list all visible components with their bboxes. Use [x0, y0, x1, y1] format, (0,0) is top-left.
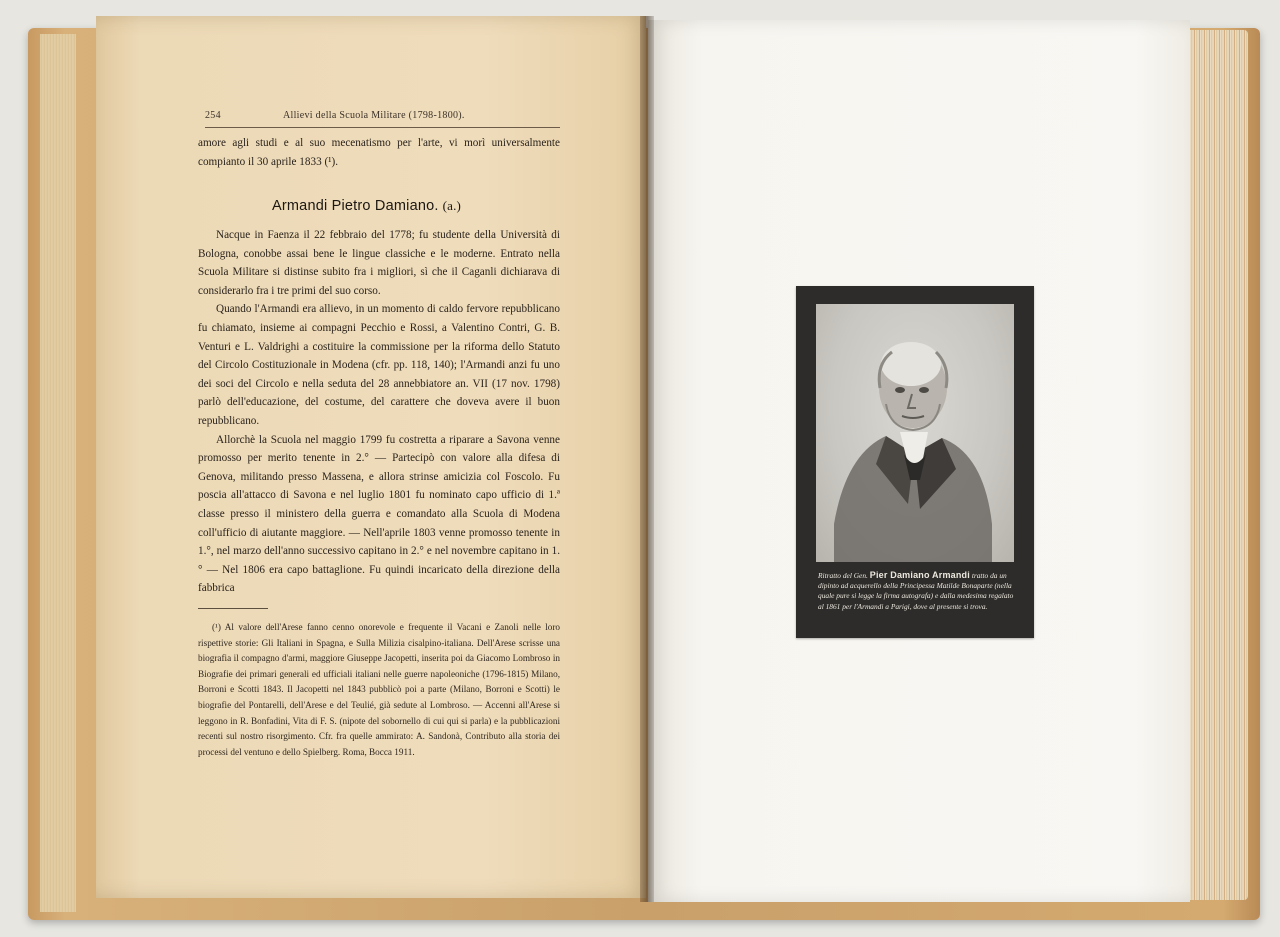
caption-rest: tratto da un dipinto ad acquerello della Principessa Matilde Bonaparte (nella quale pure si legge la firma autografa) e dalla medesima regalato al 1861 per l'Armandi a Parigi, dove al presente si trova. [818, 571, 1014, 611]
plate-caption [818, 570, 1016, 612]
paragraph-2: Quando l'Armandi era allievo, in un momento di caldo fervore repubblicano fu chiamato, insieme ai compagni Pecchio e Rossi, a Valentino Contri, G. B. Venturi e L. Valdrighi a costituire la commissione per la riforma dello Statuto del Circolo Costituzionale in Modena (cfr. pp. 118, 140); l'Armandi anzi fu uno dei soci del Circolo e nella seduta del 28 annebbiatore an. VII (17 nov. 1798) parlò dell'educazione, del costume, del carattere che doveva avere il buon repubblicano. [198, 303, 560, 427]
footnote-text: (¹) Al valore dell'Arese fanno cenno onorevole e frequente il Vacani e Zanoli nelle loro rispettive storie: Gli Italiani in Spagna, e Sulla Milizia cisalpino-italiana. Dell'Arese scrisse una biografia il compagno d'armi, maggiore Giuseppe Jacopetti, inserita poi da Giacomo Lombroso in Biografie dei primari generali ed ufficiali italiani nelle guerre napoleoniche (1796-1815) Milano, Borroni e Scotti 1843. Il Jacopetti nel 1843 pubblicò poi a parte (Milano, Borroni e Scotti) le biografie del Pontarelli, dell'Arese e del Teulié, già sedute al Lombroso. — Accenni all'Arese si leggono in R. Bonfadini, Vita di F. S. (nipote del sobornello di cui qui si parla) e la pubblicazioni recenti sul nostro risorgimento. Cfr. fra quelle ammirato: A. Sandonà, Contributo alla storia dei processi del ventuno e dello Spielberg. Roma, Bocca 1911. [198, 622, 560, 757]
intro-text [198, 134, 560, 171]
intro-paragraph: amore agli studi e al suo mecenatismo per l'arte, vi morì universalmente compianto il 30 aprile 1833 (¹). [198, 137, 560, 168]
portrait-plate [796, 286, 1034, 638]
page-number: 254 [205, 110, 221, 121]
right-page-edges [1190, 30, 1248, 900]
footnote [198, 620, 560, 760]
paragraph-1: Nacque in Faenza il 22 febbraio del 1778; fu studente della Università di Bologna, conobbe assai bene le lingue classiche e le moderne. Entrato nella Scuola Militare si distinse subito fra i migliori, sì che il Caganli dichiarava di considerarlo fra i tre primi del suo corso. [198, 229, 560, 297]
paragraph-3: Allorchè la Scuola nel maggio 1799 fu costretta a riparare a Savona venne promosso per merito tenente in 2.° — Partecipò con valore alla difesa di Genova, militando presso Massena, e allora strinse amicizia col Foscolo. Fu poscia all'attacco di Savona e nel luglio 1801 fu nominato capo ufficio di 1.ª classe presso il ministero della guerra e comandato alla Scuola di Modena coll'ufficio di aiutante maggiore. — Nell'aprile 1803 venne promosso tenente in 1.°, nel marzo dell'anno successivo capitano in 2.° e nel novembre capitano in 1.° — Nel 1806 era capo battaglione. Fu quindi incaricato della direzione della fabbrica [198, 433, 560, 595]
heading-suffix: (a.) [442, 198, 462, 213]
footnote-rule [198, 608, 268, 609]
portrait-image [816, 304, 1014, 562]
book-gutter [640, 16, 654, 902]
running-head [205, 110, 560, 128]
running-head-title: Allievi della Scuola Militare (1798-1800). [283, 110, 465, 121]
caption-name: Pier Damiano Armandi [869, 570, 970, 580]
heading-title: Armandi Pietro Damiano. [272, 198, 439, 214]
portrait-drawing [816, 304, 1014, 562]
body-text [198, 226, 560, 598]
caption-prefix: Ritratto del Gen. [818, 571, 868, 580]
left-page-edges [40, 34, 76, 912]
section-heading [272, 198, 461, 214]
